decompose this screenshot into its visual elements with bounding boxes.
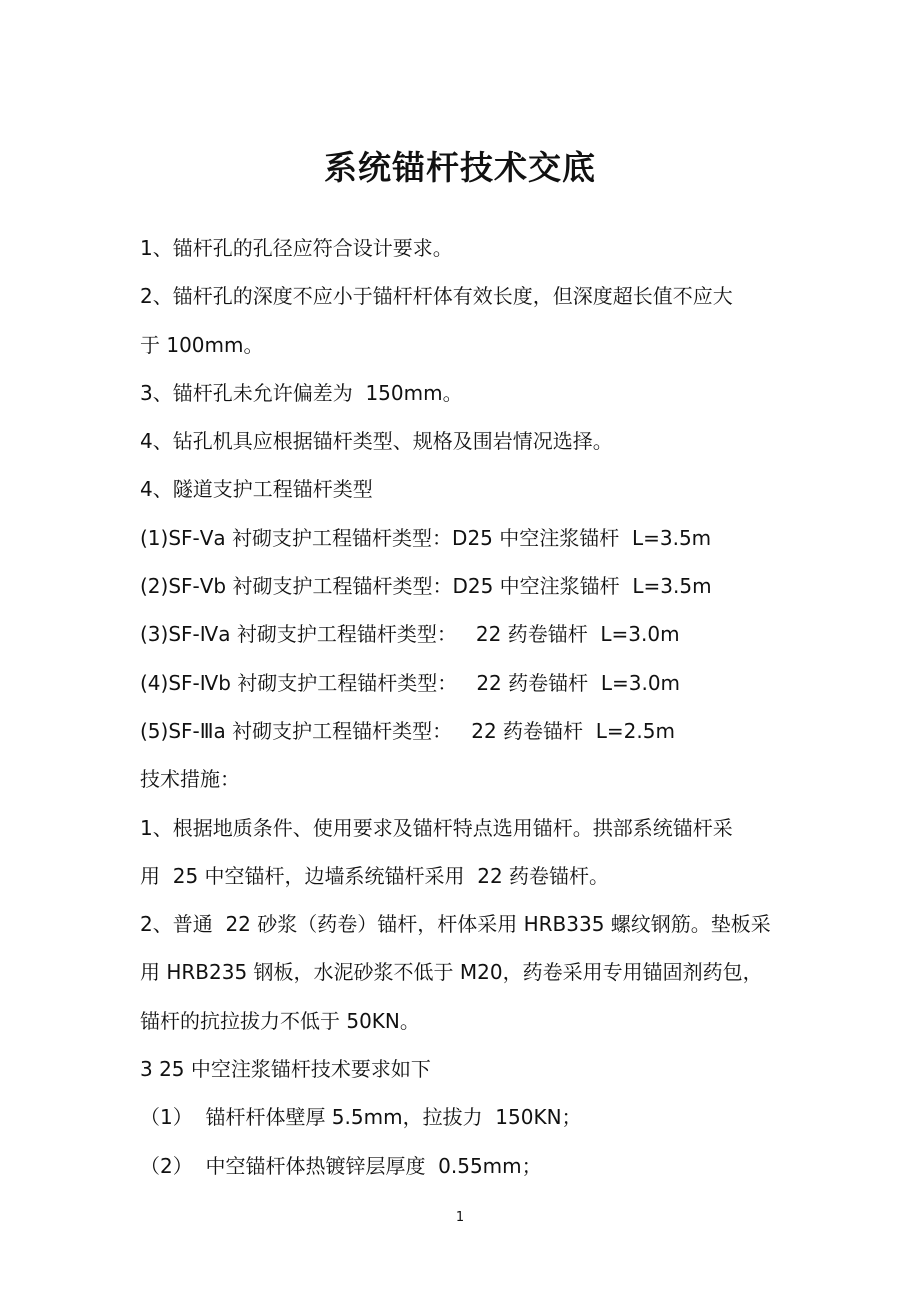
text-line: (1)SF-Ⅴa 衬砌支护工程锚杆类型：D25 中空注浆锚杆 L=3.5m <box>140 525 712 550</box>
text-line: 2、普通 22 砂浆（药卷）锚杆，杆体采用 HRB335 螺纹钢筋。垫板采 <box>140 912 771 937</box>
text-line: 用 HRB235 钢板，水泥砂浆不低于 M20，药卷采用专用锚固剂药包， <box>140 960 763 985</box>
text-line: (5)SF-Ⅲa 衬砌支护工程锚杆类型： 22 药卷锚杆 L=2.5m <box>140 718 675 743</box>
text-line: 1、根据地质条件、使用要求及锚杆特点选用锚杆。拱部系统锚杆采 <box>140 815 733 840</box>
page-number: 1 <box>455 1210 465 1225</box>
text-line: 于 100mm。 <box>140 332 264 357</box>
text-line: 用 25 中空锚杆，边墙系统锚杆采用 22 药卷锚杆。 <box>140 863 610 888</box>
text-line: （2） 中空锚杆体热镀锌层厚度 0.55mm； <box>140 1153 542 1178</box>
text-line: （1） 锚杆杆体壁厚 5.5mm，拉拔力 150KN； <box>140 1105 582 1130</box>
text-line: (3)SF-Ⅳa 衬砌支护工程锚杆类型： 22 药卷锚杆 L=3.0m <box>140 622 680 647</box>
text-line: 3 25 中空注浆锚杆技术要求如下 <box>140 1057 431 1082</box>
text-line: 2、锚杆孔的深度不应小于锚杆杆体有效长度，但深度超长值不应大 <box>140 284 733 309</box>
document-title: 系统锚杆技术交底 <box>324 148 596 187</box>
text-line: 锚杆的抗拉拔力不低于 50KN。 <box>140 1008 420 1033</box>
text-line: (4)SF-Ⅳb 衬砌支护工程锚杆类型： 22 药卷锚杆 L=3.0m <box>140 670 681 695</box>
text-line: 4、钻孔机具应根据锚杆类型、规格及围岩情况选择。 <box>140 429 613 454</box>
text-line: (2)SF-Ⅴb 衬砌支护工程锚杆类型：D25 中空注浆锚杆 L=3.5m <box>140 574 712 599</box>
document-body <box>140 224 800 1190</box>
text-line: 技术措施： <box>140 767 240 792</box>
text-line: 1、锚杆孔的孔径应符合设计要求。 <box>140 236 453 260</box>
text-line: 4、隧道支护工程锚杆类型 <box>140 477 373 502</box>
text-line: 3、锚杆孔未允许偏差为 150mm。 <box>140 380 463 405</box>
